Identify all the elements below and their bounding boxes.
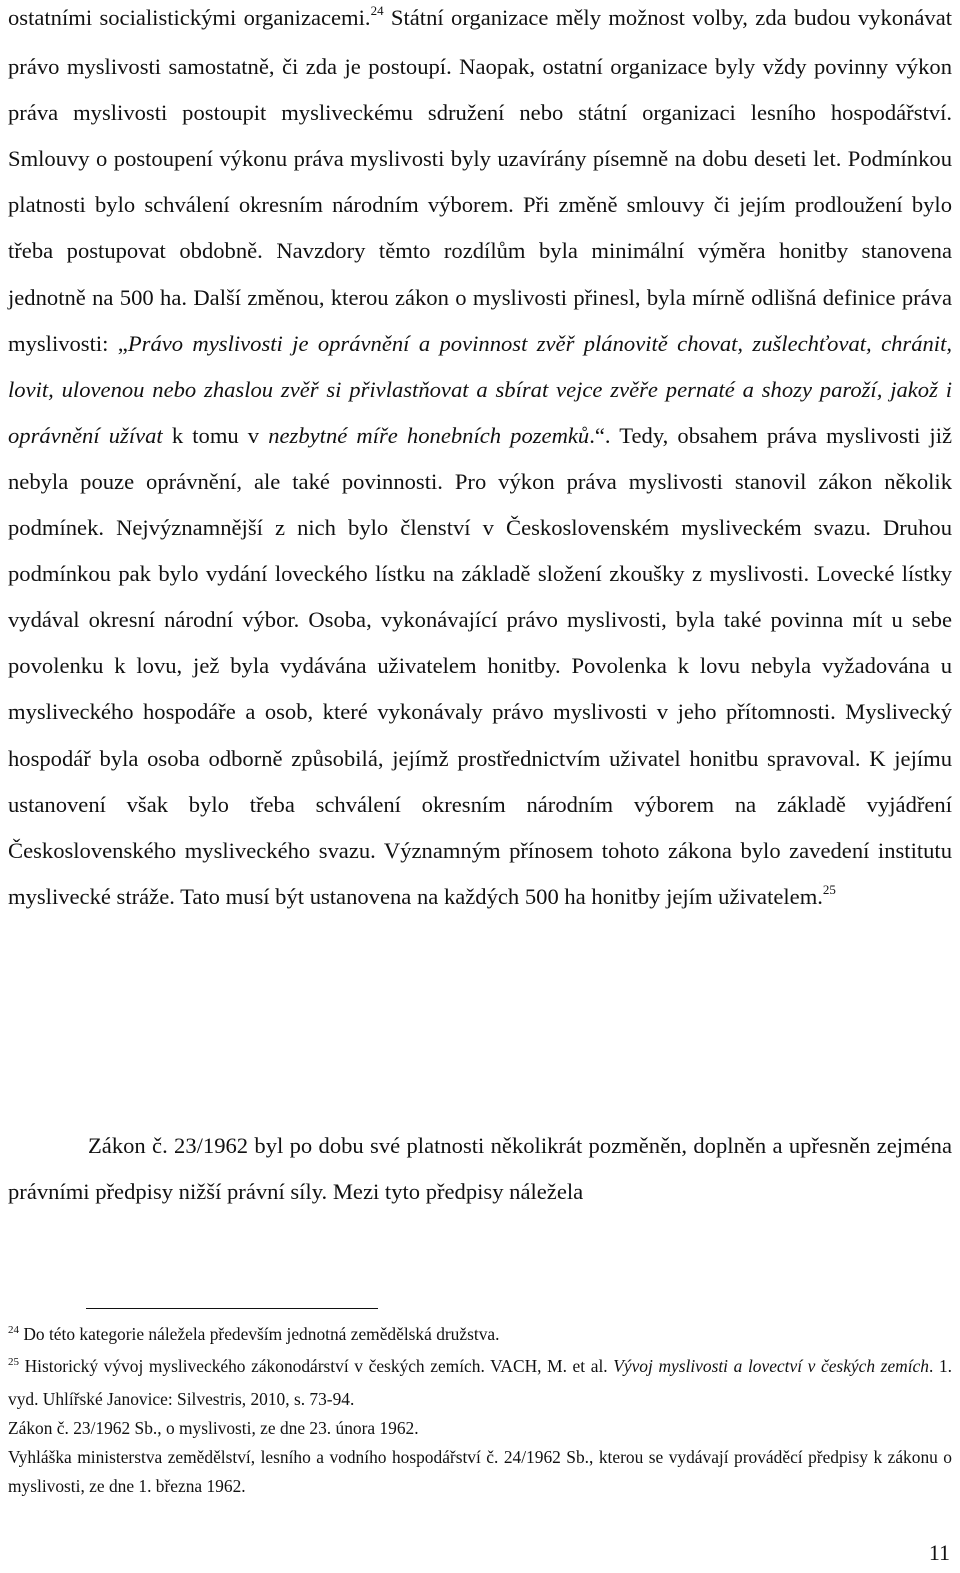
footnote-24-text: Do této kategorie náležela především jednotná zemědělská družstva. [19, 1324, 500, 1344]
paragraph-1-text-c: k tomu v [162, 422, 269, 448]
definition-quote-italic: Právo myslivosti je oprávnění a povinnost zvěř plánovitě chovat, zušlechťovat, chránit, lovit, ulovenou nebo zhaslou zvěř si přivlastňovat a sbírat vejce zvěře pernaté a shozy paroží, jakož i oprávnění užívat [8, 330, 952, 448]
paragraph-1-text-b: Státní organizace měly možnost volby, zda budou vykonávat právo myslivosti samostatně, či zda je postoupí. Naopak, ostatní organizace byly vždy povinny výkon práva myslivosti postoupit mysliveckému sdružení nebo státní organizaci lesního hospodářství. Smlouvy o postoupení výkonu práva myslivosti byly uzavírány písemně na dobu deseti let. Podmínkou platnosti bylo schválení okresním národním výborem. Při změně smlouvy či jejím prodloužení bylo třeba postupovat obdobně. Navzdory těmto rozdílům byla minimální výměra honitby stanovena jednotně na 500 ha. Další změnou, kterou zákon o myslivosti přinesl, byla mírně odlišná definice práva myslivosti: „ [8, 5, 952, 356]
page-number: 11 [928, 1540, 950, 1565]
footnote-24 [8, 1320, 952, 1352]
footnotes [8, 1320, 952, 1502]
footnote-24-number: 24 [8, 1324, 19, 1336]
footnote-ref-25[interactable]: 25 [822, 881, 836, 897]
footnote-25-book-title: Vývoj myslivosti a lovectví v českých zemích [613, 1356, 929, 1377]
footnote-decree-reference: Vyhláška ministerstva zemědělství, lesního a vodního hospodářství č. 24/1962 Sb., kterou se vydávají prováděcí předpisy k zákonu o myslivosti, ze dne 1. března 1962. [8, 1447, 952, 1497]
body-paragraph-1 [8, 0, 952, 923]
footnote-25 [8, 1352, 952, 1414]
paragraph-1-text-d: .“. Tedy, obsahem práva myslivosti již nebyla pouze oprávnění, ale také povinnosti. Pro výkon práva myslivosti stanovil zákon několik podmínek. Nejvýznamnější z nich bylo členství v Československém mysliveckém svazu. Druhou podmínkou pak bylo vydání loveckého lístku na základě složení zkoušky z myslivosti. Lovecké lístky vydával okresní národní výbor. Osoba, vykonávající právo myslivosti, byla také povinna mít u sebe povolenku k lovu, jež byla vydávána uživatelem honitby. Povolenka k lovu nebyla vyžadována u mysliveckého hospodáře a osob, které vykonávaly právo myslivosti v jeho přítomnosti. Myslivecký hospodář byla osoba odborně způsobilá, jejímž prostřednictvím uživatel honitbu spravoval. K jejímu ustanovení však bylo třeba schválení okresním národním výborem na základě vyjádření Československého mysliveckého svazu. Významným přínosem tohoto zákona bylo zavedení institutu myslivecké stráže. Tato musí být ustanovena na každých 500 ha honitby jejím uživatelem. [8, 422, 953, 909]
footnote-separator [86, 1308, 378, 1309]
paragraph-1-text-a: ostatními socialistickými organizacemi. [8, 5, 371, 30]
footnote-ref-24[interactable]: 24 [370, 3, 384, 18]
body-paragraph-2: Zákon č. 23/1962 byl po dobu své platnosti několikrát pozměněn, doplněn a upřesněn zejména právními předpisy nižší právní síly. Mezi tyto předpisy náležela [8, 1133, 952, 1205]
footnote-25-number: 25 [8, 1356, 19, 1369]
definition-quote-italic-end: nezbytné míře honebních pozemků [268, 422, 590, 448]
footnote-law-reference: Zákon č. 23/1962 Sb., o myslivosti, ze dne 23. února 1962. [8, 1417, 419, 1438]
footnote-25-text-b: . 1. vyd. Uhlířské Janovice: Silvestris, 2010, s. 73-94. [8, 1356, 952, 1409]
footnote-25-text-a: Historický vývoj mysliveckého zákonodárství v českých zemích. VACH, M. et al. [19, 1356, 614, 1377]
